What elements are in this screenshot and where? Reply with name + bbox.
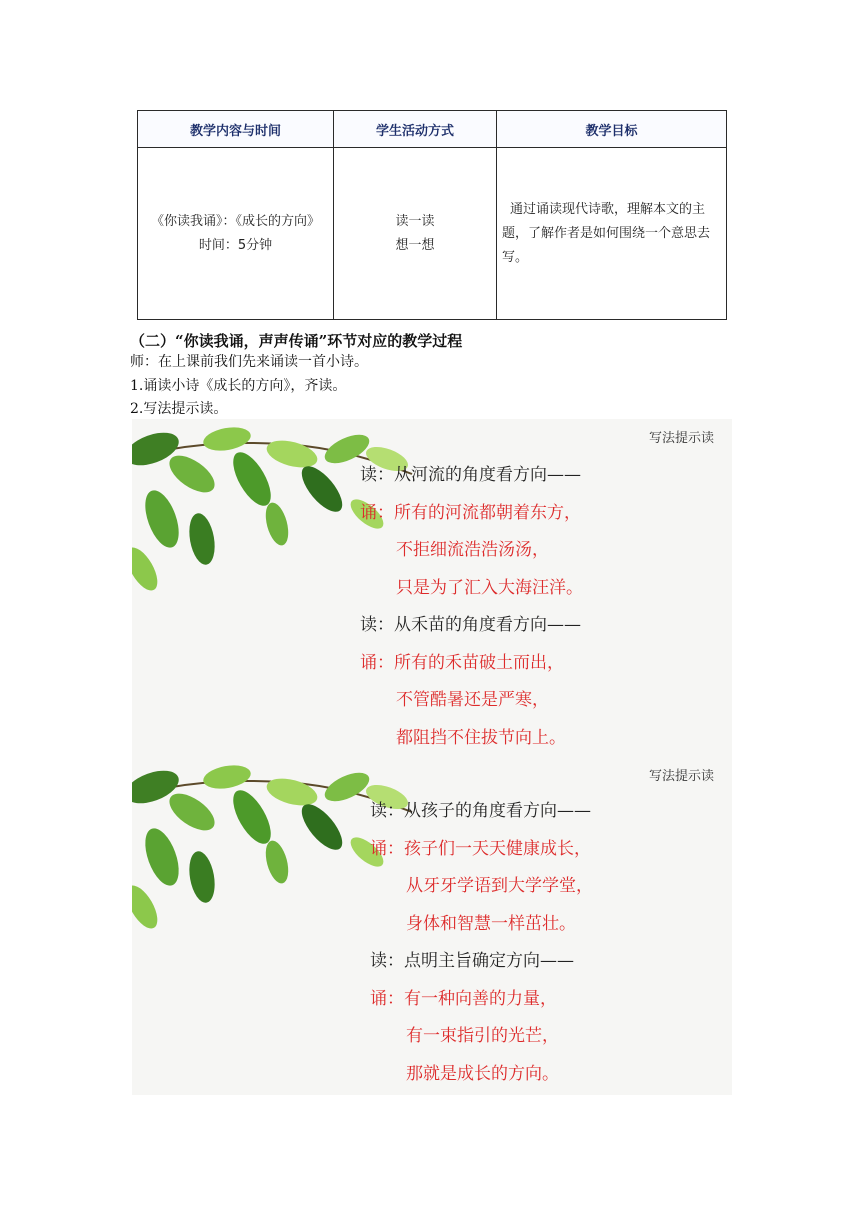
content-time: 时间：5分钟 [198, 237, 273, 253]
slide-image-1 [132, 419, 732, 757]
column-header: 教学内容与时间 [138, 111, 334, 148]
slide-tag: 写法提示读 [648, 431, 714, 446]
poem-line: 读：从禾苗的角度看方向—— [360, 615, 581, 635]
poem-line: 诵：所有的河流都朝着东方， [360, 502, 581, 523]
poem-line: 不拒细流浩浩汤汤， [396, 540, 549, 560]
goal-cell: 通过诵读现代诗歌，理解本文的主题，了解作者是如何围绕一个意思去写。 [497, 148, 727, 320]
content-cell [138, 148, 334, 320]
activity-cell [334, 148, 497, 320]
column-header: 教学目标 [497, 111, 727, 148]
teacher-line: 师：在上课前我们先来诵读一首小诗。 [130, 354, 368, 370]
poem-line: 都阻挡不住拔节向上。 [396, 727, 566, 748]
slide-image-2 [132, 757, 732, 1095]
slide-tag: 写法提示读 [648, 769, 714, 784]
poem-line: 那就是成长的方向。 [406, 1063, 559, 1084]
poem-line: 有一束指引的光芒， [406, 1026, 559, 1046]
poem-line: 诵：有一种向善的力量， [370, 988, 557, 1009]
activity-read: 读一读 [395, 213, 435, 229]
poem-line: 诵：孩子们一天天健康成长， [370, 838, 591, 859]
column-header: 学生活动方式 [334, 111, 497, 148]
content-title: 《你读我诵》：《成长的方向》 [150, 213, 320, 229]
poem-block [360, 457, 583, 757]
activity-think: 想一想 [395, 237, 435, 253]
poem-line: 读：从河流的角度看方向—— [360, 465, 581, 485]
poem-line: 诵：所有的禾苗破土而出， [360, 652, 564, 673]
poem-line: 读：点明主旨确定方向—— [370, 951, 574, 971]
poem-line: 不管酷暑还是严寒， [396, 690, 549, 710]
table-header-row [138, 111, 727, 148]
poem-line: 从牙牙学语到大学学堂， [406, 876, 593, 896]
poem-line: 身体和智慧一样茁壮。 [406, 913, 576, 934]
poem-line: 只是为了汇入大海汪洋。 [396, 577, 583, 598]
section-heading: （二）“你读我诵，声声传诵”环节对应的教学过程 [130, 332, 463, 350]
table-row [138, 148, 727, 320]
poem-line: 读：从孩子的角度看方向—— [370, 801, 591, 821]
step-1: 1.诵读小诗《成长的方向》，齐读。 [130, 378, 347, 394]
step-2: 2.写法提示读。 [130, 401, 228, 417]
lesson-plan-table [137, 110, 727, 320]
poem-block [370, 793, 593, 1093]
